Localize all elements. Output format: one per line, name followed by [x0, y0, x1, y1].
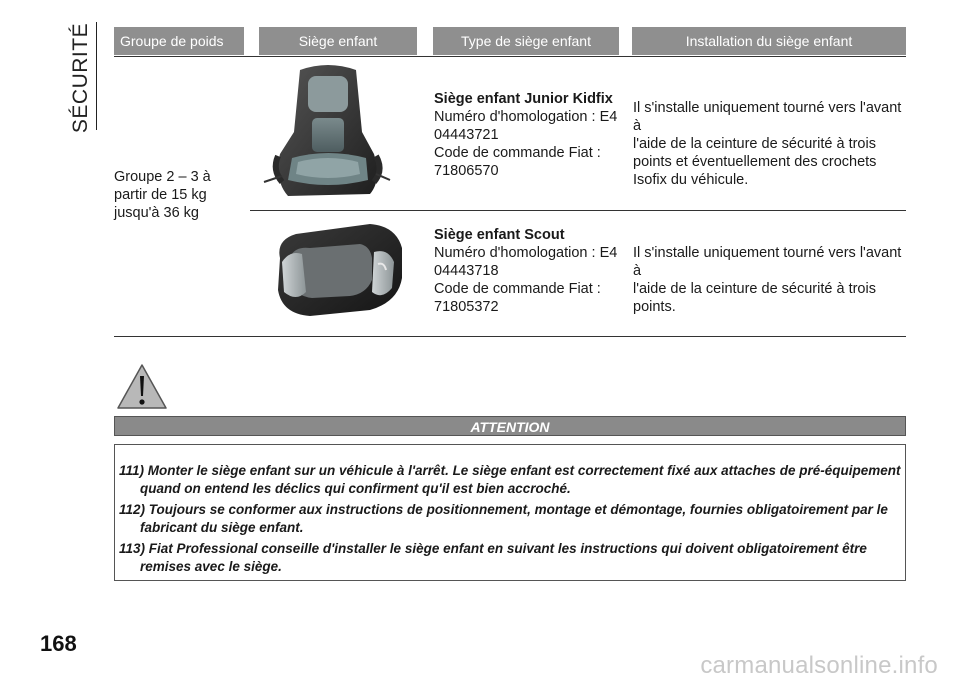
header-installation: Installation du siège enfant: [632, 27, 906, 55]
table-bottom-rule: [114, 336, 906, 337]
row-divider: [250, 210, 906, 211]
scout-booster-seat-image: [270, 218, 408, 327]
header-rule: [114, 56, 906, 57]
warning-item: 111) Monter le siège enfant sur un véhicule à l'arrêt. Le siège enfant est correctement fixé aux attaches de pré-équipement quand on entend les déclics qui confirment qu'il est bien accroché.: [119, 463, 901, 496]
warning-box: [114, 444, 906, 581]
installation-cell-scout: Il s'installe uniquement tourné vers l'avant à l'aide de la ceinture de sécurité à trois points.: [633, 245, 902, 315]
warning-title: ATTENTION: [114, 416, 906, 436]
seat-type-cell-scout: Siège enfant Scout Numéro d'homologation : E4 04443718 Code de commande Fiat : 71805372: [434, 227, 618, 315]
installation-cell-kidfix: Il s'installe uniquement tourné vers l'avant à l'aide de la ceinture de sécurité à trois points et éventuellement des crochets Isofix du véhicule.: [633, 100, 902, 188]
warning-item: 113) Fiat Professional conseille d'installer le siège enfant en suivant les instructions qui doivent obligatoirement être remises avec le siège.: [119, 541, 867, 574]
section-title: SÉCURITÉ: [69, 22, 92, 134]
warning-item: 112) Toujours se conformer aux instructions de positionnement, montage et démontage, fournies obligatoirement par le fabricant du siège enfant.: [119, 502, 888, 535]
weight-group-cell: Groupe 2 – 3 à partir de 15 kg jusqu'à 36 kg: [114, 169, 211, 221]
header-seat-type: Type de siège enfant: [433, 27, 619, 55]
seat-type-cell-kidfix: Siège enfant Junior Kidfix Numéro d'homologation : E4 04443721 Code de commande Fiat : 71806570: [434, 91, 618, 179]
page-number: 168: [40, 631, 77, 656]
section-divider: [96, 22, 97, 130]
warning-triangle-icon: [116, 362, 168, 417]
header-weight-group: Groupe de poids: [114, 27, 244, 55]
watermark: carmanualsonline.info: [700, 652, 938, 679]
junior-kidfix-seat-image: [258, 62, 398, 209]
header-child-seat: Siège enfant: [259, 27, 417, 55]
